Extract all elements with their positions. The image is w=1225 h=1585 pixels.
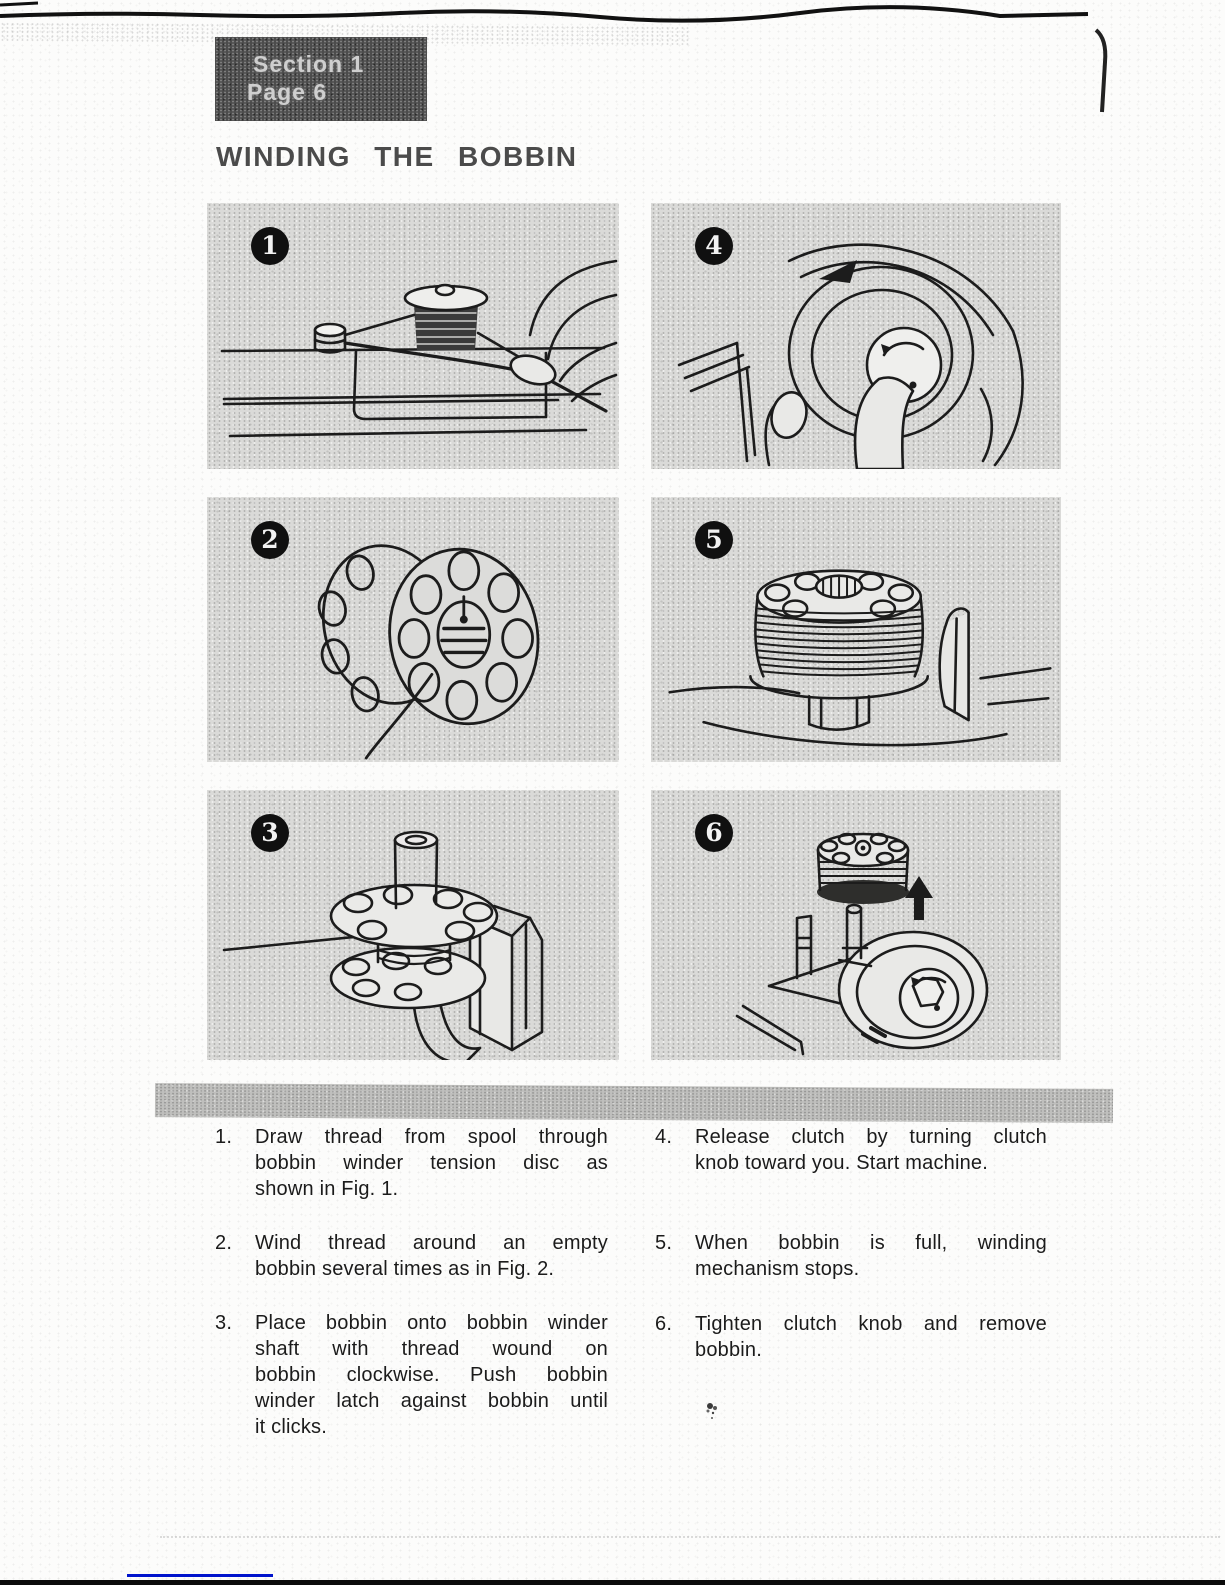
thread-line (345, 315, 414, 335)
instruction-number: 2. (215, 1232, 233, 1254)
instruction-text: Release clutch by turning clutch knob toward you. Start machine. (695, 1126, 1047, 1174)
ink-blot-mark (700, 1398, 724, 1422)
instruction-text: Wind thread around an empty bobbin several times as in Fig. 2. (255, 1232, 608, 1280)
figure-5-number-badge: 5 (695, 521, 733, 559)
instruction-item-2 (215, 1230, 608, 1282)
instruction-item-3 (215, 1310, 608, 1440)
figure-3-panel (207, 790, 619, 1060)
pointing-finger (855, 378, 913, 470)
instruction-text: When bobbin is full, winding mechanism stops. (695, 1232, 1047, 1280)
figure-1-panel (207, 203, 619, 469)
figure-4-panel (651, 203, 1061, 469)
instruction-number: 3. (215, 1312, 233, 1334)
figure-3-number-badge: 3 (251, 814, 289, 852)
up-arrow-icon (905, 876, 933, 920)
instruction-item-5 (655, 1230, 1047, 1282)
section-label: Section 1 (253, 51, 365, 77)
scan-noise-line (160, 1536, 1220, 1538)
figure-4-number-badge: 4 (695, 227, 733, 265)
figure-1-number-badge: 1 (251, 227, 289, 265)
instruction-number: 1. (215, 1126, 233, 1148)
blue-underline-mark (127, 1574, 273, 1577)
page-title: WINDING THE BOBBIN (216, 141, 578, 172)
instruction-text: Place bobbin onto bobbin winder shaft with thread wound on bobbin clockwise. Push bobbin winder latch against bobbin until it clicks. (255, 1312, 608, 1438)
figure-5-panel (651, 497, 1061, 762)
scan-edge-line (0, 0, 1225, 130)
instruction-item-6 (655, 1311, 1047, 1363)
instruction-number: 6. (655, 1313, 673, 1335)
bobbin-front-flange (376, 537, 552, 735)
instruction-number: 5. (655, 1232, 673, 1254)
section-page-badge (215, 37, 427, 121)
latch-post (797, 916, 811, 978)
instruction-number: 4. (655, 1126, 673, 1148)
instruction-item-1 (215, 1124, 608, 1202)
figure-2-number-badge: 2 (251, 521, 289, 559)
page-number-label: Page 6 (247, 79, 328, 105)
figure-6-panel (651, 790, 1061, 1060)
tension-disc (315, 324, 345, 336)
scan-bottom-edge (0, 1580, 1225, 1585)
instruction-item-4 (655, 1124, 1047, 1176)
instruction-text: Tighten clutch knob and remove bobbin. (695, 1313, 1047, 1361)
instruction-text: Draw thread from spool through bobbin winder tension disc as shown in Fig. 1. (255, 1126, 608, 1200)
figure-2-panel (207, 497, 619, 762)
section-divider-bar (155, 1083, 1113, 1123)
page-curl-mark (1096, 30, 1105, 112)
figure-6-number-badge: 6 (695, 814, 733, 852)
